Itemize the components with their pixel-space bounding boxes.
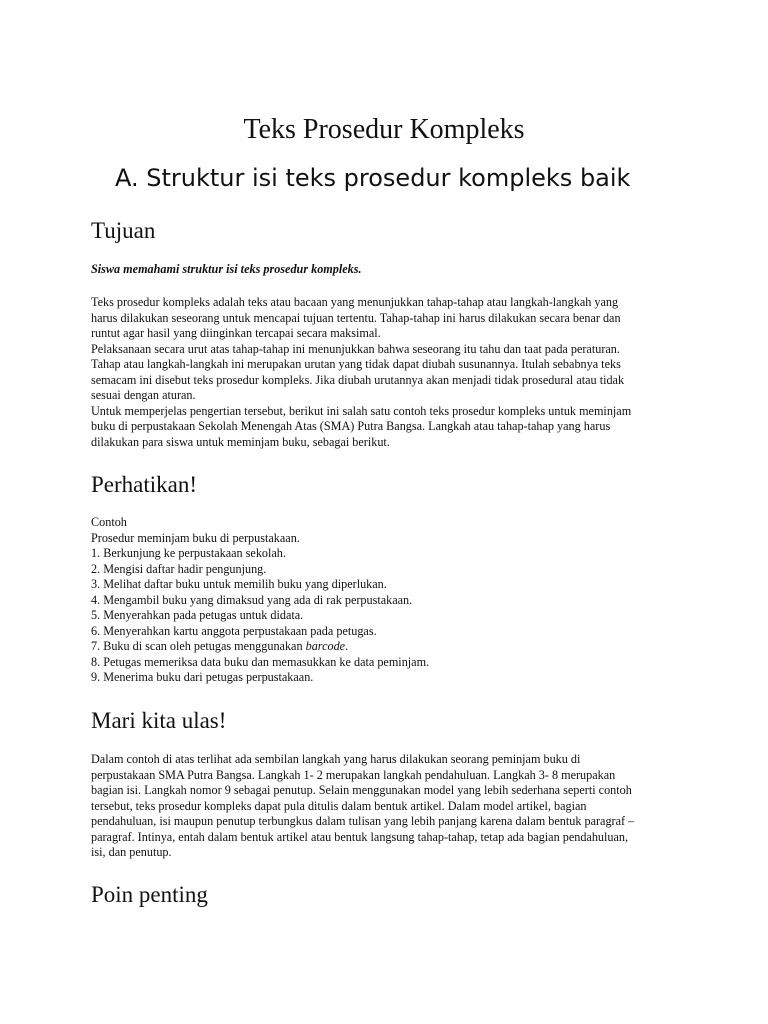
text-line: perpustakaan SMA Putra Bangsa. Langkah 1- 2 merupakan langkah pendahuluan. Langkah 3- 8 merupakan bbox=[91, 767, 616, 782]
heading-perhatikan: Perhatikan! bbox=[91, 472, 198, 497]
list-item: 4. Mengambil buku yang dimaksud yang ada di rak perpustakaan. bbox=[91, 592, 413, 607]
text-line: Untuk memperjelas pengertian tersebut, berikut ini salah satu contoh teks prosedur kompleks untuk meminjam bbox=[91, 403, 632, 418]
page-title: Teks Prosedur Kompleks bbox=[243, 114, 525, 145]
example-list bbox=[91, 515, 691, 686]
list-item: 1. Berkunjung ke perpustakaan sekolah. bbox=[91, 546, 286, 560]
list-item: 5. Menyerahkan pada petugas untuk didata. bbox=[91, 608, 304, 622]
list-item: 2. Mengisi daftar hadir pengunjung. bbox=[91, 561, 267, 576]
list-item: 7. Buku di scan oleh petugas menggunakan barcode. bbox=[91, 639, 349, 653]
tujuan-paragraph bbox=[91, 295, 691, 450]
example-intro: Prosedur meminjam buku di perpustakaan. bbox=[91, 530, 300, 545]
heading-tujuan: Tujuan bbox=[91, 218, 156, 243]
text-line: isi, dan penutup. bbox=[91, 845, 172, 859]
barcode-term: barcode bbox=[305, 639, 346, 653]
list-item: 9. Menerima buku dari petugas perpustakaan. bbox=[91, 670, 314, 684]
text-line: buku di perpustakaan Sekolah Menengah Atas (SMA) Putra Bangsa. Langkah atau tahap-tahap yang harus bbox=[91, 419, 611, 433]
text-line: sesuai dengan aturan. bbox=[91, 388, 196, 402]
text-line: Tahap atau langkah-langkah ini merupakan urutan yang tidak dapat diubah susunannya. Itulah sebabnya teks bbox=[91, 357, 621, 371]
goal-text: Siswa memahami struktur isi teks prosedur kompleks. bbox=[91, 262, 362, 276]
example-label: Contoh bbox=[91, 515, 127, 529]
text-line: bagian isi. Langkah nomor 9 sebagai penutup. Selain menggunakan model yang lebih sederhana seperti contoh bbox=[91, 783, 632, 797]
list-item: 3. Melihat daftar buku untuk memilih buku yang diperlukan. bbox=[91, 577, 387, 591]
text-line: semacam ini disebut teks prosedur kompleks. Jika diubah urutannya akan menjadi tidak prosedural atau tidak bbox=[91, 372, 625, 387]
text-line: Pelaksanaan secara urut atas tahap-tahap ini menunjukkan bahwa seseorang itu tahu dan taat pada peraturan. bbox=[91, 341, 620, 356]
list-item: 8. Petugas memeriksa data buku dan memasukkan ke data peminjam. bbox=[91, 654, 430, 669]
heading-poin-penting: Poin penting bbox=[91, 882, 208, 907]
text-line: paragraf. Intinya, entah dalam bentuk artikel atau bentuk langsung tahap-tahap, tetap ada bagian pendahuluan, bbox=[91, 829, 629, 844]
text-line: Dalam contoh di atas terlihat ada sembilan langkah yang harus dilakukan seorang peminjam buku di bbox=[91, 752, 581, 766]
text-line: dilakukan para siswa untuk meminjam buku, sebagai berikut. bbox=[91, 434, 390, 449]
text-line: pendahuluan, isi maupun penutup terbungkus dalam tulisan yang lebih panjang karena dalam bentuk paragraf – bbox=[91, 814, 635, 828]
heading-mari-kita-ulas: Mari kita ulas! bbox=[91, 708, 227, 733]
text-line: Teks prosedur kompleks adalah teks atau bacaan yang menunjukkan tahap-tahap atau langkah-langkah yang bbox=[91, 295, 619, 309]
text-line: harus dilakukan seseorang untuk mencapai tujuan tertentu. Tahap-tahap ini harus dilakukan secara benar dan bbox=[91, 310, 621, 325]
text-line: runtut agar hasil yang diinginkan tercapai secara maksimal. bbox=[91, 326, 381, 340]
list-item: 6. Menyerahkan kartu anggota perpustakaan pada petugas. bbox=[91, 623, 377, 638]
ulas-paragraph bbox=[91, 752, 691, 861]
text-line: tersebut, teks prosedur kompleks dapat pula ditulis dalam bentuk artikel. Dalam model artikel, bagian bbox=[91, 798, 587, 813]
section-subtitle: A. Struktur isi teks prosedur kompleks baik bbox=[115, 164, 631, 192]
